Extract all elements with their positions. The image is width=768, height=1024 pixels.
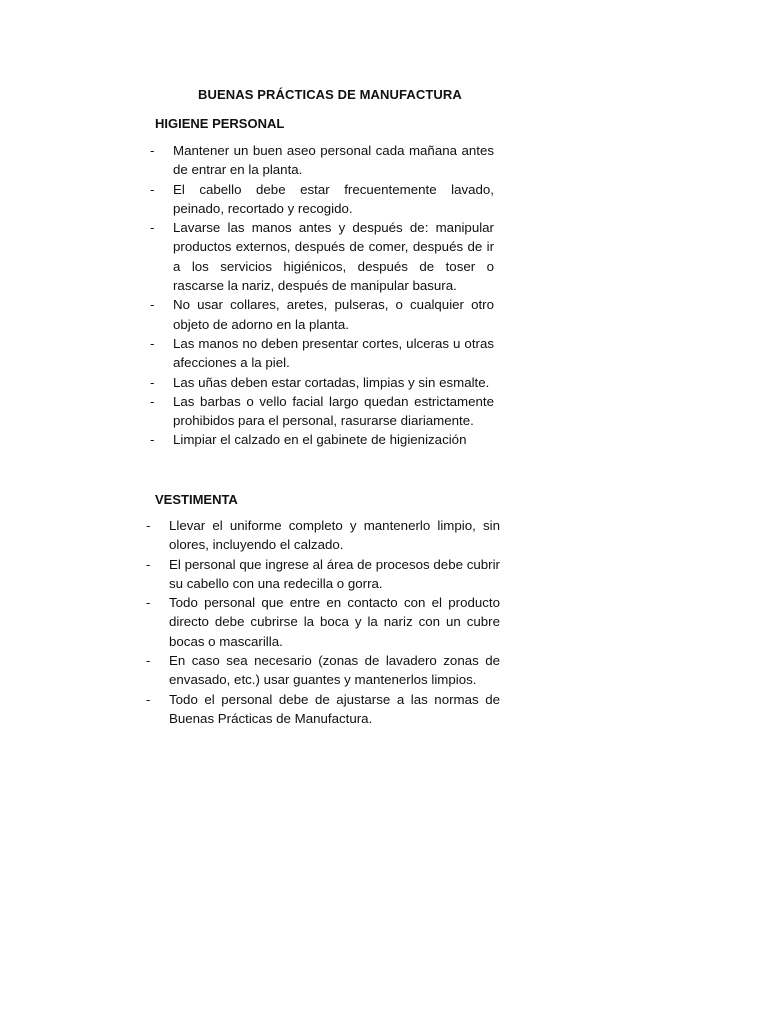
list-item <box>148 430 494 449</box>
bullet-dash: - <box>146 556 151 572</box>
list-item <box>145 651 500 690</box>
bullet-dash: - <box>150 374 155 390</box>
list-item-text: Lavarse las manos antes y después de: manipular productos externos, después de comer, después de ir a los servicios higiénicos, después de toser o rascarse la nariz, después de manipular basura. <box>173 220 494 294</box>
bullet-dash: - <box>146 653 151 669</box>
list-item <box>145 516 500 555</box>
bullet-dash: - <box>146 518 151 533</box>
list-item-text: En caso sea necesario (zonas de lavadero zonas de envasado, etc.) usar guantes y mantenerlos limpios. <box>169 653 500 688</box>
bullet-dash: - <box>150 143 155 158</box>
list-item-text: Las uñas deben estar cortadas, limpias y sin esmalte. <box>173 374 490 390</box>
list-item <box>148 373 494 392</box>
list-item <box>145 555 500 594</box>
list-item-text: Limpiar el calzado en el gabinete de higienización <box>173 432 467 448</box>
list-item <box>148 334 494 373</box>
section-heading-higiene-personal: HIGIENE PERSONAL <box>155 116 285 131</box>
vestimenta-list <box>145 516 500 728</box>
section-heading-vestimenta: VESTIMENTA <box>155 492 238 507</box>
list-item <box>148 295 494 334</box>
list-item <box>148 218 494 295</box>
bullet-dash: - <box>150 432 155 448</box>
list-item-text: El cabello debe estar frecuentemente lavado, peinado, recortado y recogido. <box>173 181 494 216</box>
document-title: BUENAS PRÁCTICAS DE MANUFACTURA <box>198 87 462 102</box>
bullet-dash: - <box>150 335 155 351</box>
list-item-text: Las barbas o vello facial largo quedan estrictamente prohibidos para el personal, rasurarse diariamente. <box>173 393 494 429</box>
bullet-dash: - <box>150 297 155 313</box>
higiene-personal-list <box>148 141 494 450</box>
list-item-text: Todo personal que entre en contacto con el producto directo debe cubrirse la boca y la nariz con un cubre bocas o mascarilla. <box>169 595 500 649</box>
bullet-dash: - <box>146 691 151 707</box>
list-item <box>145 593 500 651</box>
bullet-dash: - <box>146 595 151 611</box>
bullet-dash: - <box>150 393 155 409</box>
list-item-text: Todo el personal debe de ajustarse a las normas de Buenas Prácticas de Manufactura. <box>169 691 500 726</box>
list-item-text: No usar collares, aretes, pulseras, o cualquier otro objeto de adorno en la planta. <box>173 297 494 332</box>
list-item-text: Mantener un buen aseo personal cada mañana antes de entrar en la planta. <box>173 143 494 178</box>
list-item <box>145 690 500 729</box>
list-item-text: El personal que ingrese al área de procesos debe cubrir su cabello con una redecilla o gorra. <box>169 556 500 591</box>
list-item <box>148 392 494 431</box>
list-item-text: Llevar el uniforme completo y mantenerlo limpio, sin olores, incluyendo el calzado. <box>169 518 500 553</box>
list-item-text: Las manos no deben presentar cortes, ulceras u otras afecciones a la piel. <box>173 335 494 371</box>
list-item <box>148 141 494 180</box>
bullet-dash: - <box>150 220 155 236</box>
list-item <box>148 180 494 219</box>
bullet-dash: - <box>150 181 155 197</box>
